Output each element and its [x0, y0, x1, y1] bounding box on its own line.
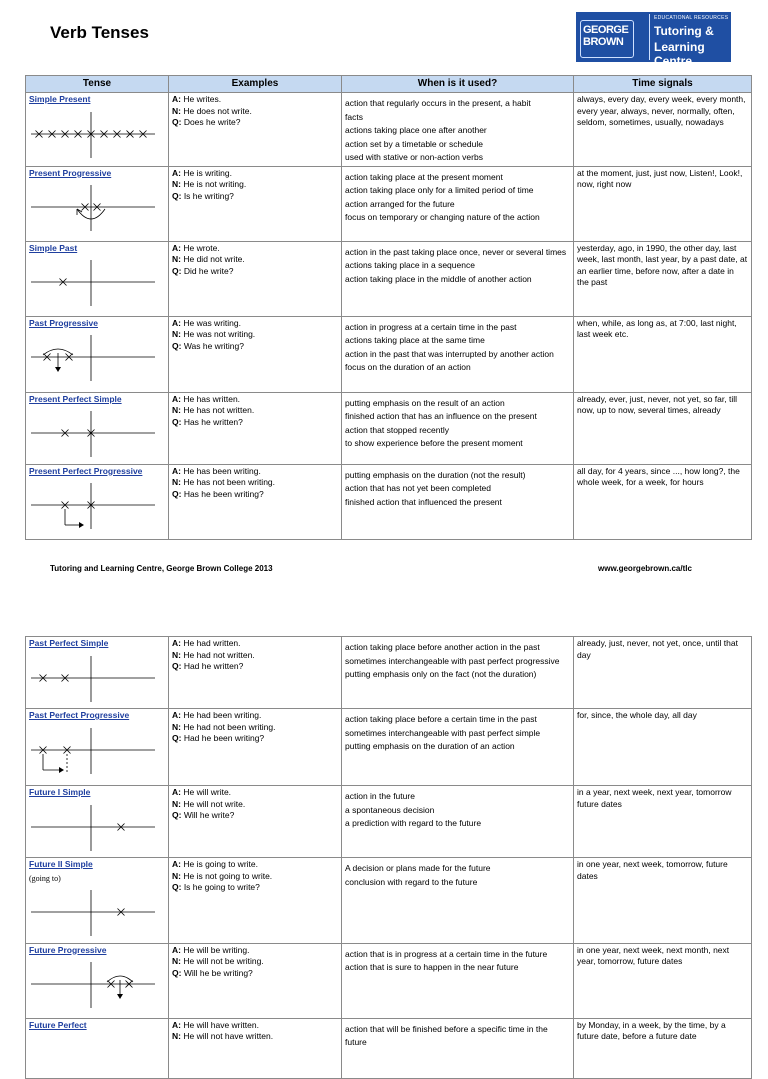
examples-cell — [169, 392, 342, 464]
example-line — [172, 1031, 338, 1043]
example-line — [172, 956, 338, 968]
timeline-icon — [29, 181, 157, 233]
example-prefix: Q: — [172, 733, 182, 743]
example-text: Has he written? — [181, 416, 243, 427]
usage-cell — [342, 166, 574, 241]
usage-item: conclusion with regard to the future — [345, 876, 478, 887]
usage-item: a prediction with regard to the future — [345, 818, 482, 828]
usage-item: action that has not yet been completed — [345, 483, 492, 493]
example-prefix: N: — [172, 1031, 181, 1041]
footer-right: www.georgebrown.ca/tlc — [598, 564, 692, 573]
timeline-icon — [29, 724, 157, 776]
time-signals-cell: for, since, the whole day, all day — [574, 709, 752, 786]
time-signals-cell: yesterday, ago, in 1990, the other day, last week, last month, last year, by a past date, at an earlier time, before now, after a date in the past — [574, 241, 752, 316]
usage-item: focus on the duration of an action — [345, 362, 471, 372]
example-line — [172, 179, 338, 191]
usage-item: action in the past taking place once, never or several times — [345, 246, 567, 257]
example-text: Had he written? — [181, 661, 244, 671]
tense-row-simple-present — [26, 93, 752, 167]
tense-link-future-i-simple[interactable]: Future I Simple — [29, 787, 91, 797]
time-signals-cell: when, while, as long as, at 7:00, last night, last week etc. — [574, 316, 752, 392]
tense-row-past-progressive — [26, 316, 752, 392]
time-signals-cell: in one year, next week, next month, next year, tomorrow, future dates — [574, 943, 752, 1018]
example-text: He will write. — [180, 787, 232, 797]
example-text: Is he writing? — [181, 190, 234, 201]
example-text: Does he write? — [181, 117, 241, 127]
logo-line-brown: BROWN — [583, 36, 624, 48]
time-signals-cell: already, just, never, not yet, once, until that day — [574, 637, 752, 709]
example-line — [172, 266, 338, 278]
usage-cell — [342, 93, 574, 167]
example-line — [172, 329, 338, 341]
example-text: He had written. — [180, 638, 241, 648]
tense-cell — [26, 392, 169, 464]
time-signals-cell: already, ever, just, never, not yet, so far, till now, up to now, several times, already — [574, 392, 752, 464]
usage-item: action taking place only for a limited period of time — [345, 185, 534, 195]
example-prefix: N: — [172, 870, 181, 881]
usage-item: action taking place before a certain time in the past — [345, 714, 537, 724]
examples-cell — [169, 709, 342, 786]
usage-item: sometimes interchangeable with past perfect simple — [345, 727, 541, 738]
example-prefix: Q: — [172, 190, 182, 201]
usage-item: sometimes interchangeable with past perfect progressive — [345, 655, 560, 666]
example-line — [172, 638, 338, 650]
header-time-signals: Time signals — [574, 76, 752, 93]
usage-item: action that will be finished before a specific time in the future — [345, 1023, 548, 1047]
page-title: Verb Tenses — [50, 23, 149, 42]
usage-item: action taking place at the present moment — [345, 171, 503, 182]
tense-row-past-perfect-progressive — [26, 709, 752, 786]
example-text: He does not write. — [180, 105, 252, 116]
example-line — [172, 489, 338, 501]
tense-link-present-progressive[interactable]: Present Progressive — [29, 167, 112, 178]
examples-cell — [169, 786, 342, 858]
tense-row-present-perfect-simple — [26, 392, 752, 464]
example-prefix: N: — [172, 105, 181, 116]
examples-cell — [169, 943, 342, 1018]
example-prefix: N: — [172, 956, 181, 966]
tense-cell — [26, 464, 169, 539]
usage-item: focus on temporary or changing nature of the action — [345, 212, 540, 222]
timeline-icon — [29, 801, 157, 853]
example-text: He will be writing. — [180, 944, 250, 955]
example-prefix: N: — [172, 721, 181, 732]
example-prefix: Q: — [172, 265, 182, 276]
tense-link-past-progressive[interactable]: Past Progressive — [29, 317, 98, 328]
usage-cell — [342, 1018, 574, 1078]
example-text: He is not writing. — [180, 179, 247, 189]
example-prefix: Q: — [172, 416, 182, 427]
example-text: He has written. — [180, 393, 241, 404]
usage-item: used with stative or non-action verbs — [345, 152, 483, 162]
example-prefix: A: — [172, 638, 181, 648]
usage-item: actions taking place at the same time — [345, 335, 485, 345]
tense-row-future-progressive — [26, 943, 752, 1018]
example-prefix: A: — [172, 317, 181, 328]
example-text: He had not been writing. — [180, 721, 276, 732]
usage-item: finished action that has an influence on the present — [345, 411, 537, 421]
example-line — [172, 710, 338, 722]
example-text: Did he write? — [181, 265, 234, 276]
example-text: He has not been writing. — [180, 477, 276, 487]
usage-cell — [342, 786, 574, 858]
example-line — [172, 859, 338, 871]
examples-cell — [169, 858, 342, 944]
table-header-row — [26, 76, 752, 93]
tense-cell — [26, 93, 169, 167]
usage-item: action in the future — [345, 791, 415, 801]
example-text: He is going to write. — [180, 859, 258, 869]
usage-item: putting emphasis only on the fact (not the duration) — [345, 669, 537, 679]
usage-item: action taking place in the middle of another action — [345, 273, 532, 284]
example-line — [172, 1020, 338, 1032]
examples-cell — [169, 637, 342, 709]
example-prefix: A: — [172, 94, 181, 104]
example-line — [172, 650, 338, 662]
usage-item: action that is sure to happen in the near future — [345, 962, 519, 972]
timeline-icon — [29, 407, 157, 459]
usage-item: action that regularly occurs in the present, a habit — [345, 98, 531, 108]
tense-row-future-i-simple — [26, 786, 752, 858]
logo-name-line1: Tutoring & — [654, 24, 714, 38]
timeline-icon — [29, 958, 157, 1010]
tense-link-present-perfect-simple[interactable]: Present Perfect Simple — [29, 393, 122, 404]
timeline-icon — [29, 479, 157, 531]
example-prefix: N: — [172, 649, 181, 660]
example-text: He had been writing. — [180, 710, 262, 720]
example-line — [172, 394, 338, 406]
usage-cell — [342, 464, 574, 539]
usage-cell — [342, 316, 574, 392]
example-text: He has not written. — [180, 405, 255, 415]
example-text: He had not written. — [180, 649, 255, 660]
time-signals-cell: at the moment, just, just now, Listen!, Look!, now, right now — [574, 166, 752, 241]
example-prefix: N: — [172, 798, 181, 809]
example-prefix: N: — [172, 254, 181, 264]
usage-item: action in progress at a certain time in the past — [345, 321, 517, 332]
usage-item: A decision or plans made for the future — [345, 863, 491, 873]
example-line — [172, 810, 338, 822]
usage-cell — [342, 943, 574, 1018]
usage-item: facts — [345, 111, 363, 122]
tense-cell — [26, 166, 169, 241]
example-text: Is he going to write? — [181, 882, 260, 892]
usage-item: actions taking place in a sequence — [345, 260, 475, 270]
time-signals-cell: by Monday, in a week, by the time, by a future date, before a future date — [574, 1018, 752, 1078]
example-text: He is not going to write. — [180, 870, 273, 881]
example-line — [172, 94, 338, 106]
tense-cell — [26, 241, 169, 316]
example-line — [172, 318, 338, 330]
time-signals-cell: in one year, next week, tomorrow, future dates — [574, 858, 752, 944]
tense-link-simple-past[interactable]: Simple Past — [29, 242, 78, 253]
examples-cell — [169, 316, 342, 392]
example-text: Will he be writing? — [181, 967, 253, 978]
example-prefix: A: — [172, 167, 181, 178]
timeline-icon — [29, 886, 157, 938]
examples-cell — [169, 464, 342, 539]
usage-item: action arranged for the future — [345, 198, 455, 209]
footer-left: Tutoring and Learning Centre, George Brown College 2013 — [50, 564, 273, 573]
example-text: He will not be writing. — [180, 956, 264, 966]
tense-row-future-perfect — [26, 1018, 752, 1078]
example-text: He writes. — [180, 94, 222, 104]
example-prefix: Q: — [172, 661, 182, 671]
usage-cell — [342, 637, 574, 709]
example-prefix: Q: — [172, 117, 182, 127]
usage-item: action in the past that was interrupted by another action — [345, 348, 554, 359]
example-prefix: N: — [172, 405, 181, 415]
tense-cell — [26, 709, 169, 786]
example-prefix: Q: — [172, 967, 182, 978]
tense-link-present-perfect-progressive[interactable]: Present Perfect Progressive — [29, 465, 143, 476]
example-line — [172, 733, 338, 745]
example-line — [172, 661, 338, 673]
example-line — [172, 117, 338, 129]
timeline-icon — [29, 331, 157, 383]
usage-cell — [342, 858, 574, 944]
example-prefix: A: — [172, 944, 181, 955]
usage-cell — [342, 709, 574, 786]
example-text: Has he been writing? — [181, 488, 264, 499]
example-text: He will not write. — [180, 798, 246, 809]
example-text: He will not have written. — [180, 1031, 274, 1041]
timeline-icon — [29, 256, 157, 308]
examples-cell — [169, 1018, 342, 1078]
example-line — [172, 722, 338, 734]
tense-subtitle: (going to) — [29, 873, 61, 883]
tense-cell — [26, 943, 169, 1018]
tense-cell — [26, 858, 169, 944]
example-prefix: Q: — [172, 810, 182, 820]
usage-item: action set by a timetable or schedule — [345, 138, 483, 149]
tense-link-future-ii-simple[interactable]: Future II Simple — [29, 859, 93, 869]
usage-item: actions taking place one after another — [345, 125, 487, 135]
time-signals-cell: always, every day, every week, every month, every year, always, never, normally, often, seldom, sometimes, usually, nowadays — [574, 93, 752, 167]
timeline-icon — [29, 108, 157, 160]
verb-tense-table-page2 — [25, 636, 752, 1079]
example-prefix: A: — [172, 242, 181, 253]
example-prefix: A: — [172, 710, 181, 720]
usage-item: finished action that influenced the present — [345, 496, 502, 507]
example-line — [172, 417, 338, 429]
example-line — [172, 341, 338, 353]
usage-cell — [342, 241, 574, 316]
example-line — [172, 466, 338, 478]
example-prefix: Q: — [172, 488, 182, 499]
usage-item: action that is in progress at a certain time in the future — [345, 948, 548, 959]
example-line — [172, 168, 338, 180]
timeline-icon — [29, 652, 157, 704]
example-prefix: A: — [172, 787, 181, 797]
example-prefix: N: — [172, 179, 181, 189]
usage-item: action taking place before another action in the past — [345, 642, 540, 652]
usage-item: putting emphasis on the duration (not the result) — [345, 469, 526, 480]
header-examples: Examples — [169, 76, 342, 93]
example-line — [172, 882, 338, 894]
logo-line-george: GEORGE — [583, 24, 629, 36]
time-signals-cell: in a year, next week, next year, tomorrow future dates — [574, 786, 752, 858]
example-prefix: A: — [172, 1019, 181, 1030]
tlc-logo — [576, 12, 731, 68]
header-tense: Tense — [26, 76, 169, 93]
example-text: He has been writing. — [180, 465, 261, 476]
tense-link-future-perfect[interactable]: Future Perfect — [29, 1019, 87, 1030]
example-line — [172, 787, 338, 799]
example-line — [172, 477, 338, 489]
tense-cell — [26, 1018, 169, 1078]
example-text: He is writing. — [180, 167, 232, 178]
time-signals-cell: all day, for 4 years, since ..., how long?, the whole week, for a week, for hours — [574, 464, 752, 539]
tense-row-future-ii-simple — [26, 858, 752, 944]
tense-row-present-progressive — [26, 166, 752, 241]
example-prefix: Q: — [172, 882, 182, 892]
tense-cell — [26, 637, 169, 709]
example-line — [172, 405, 338, 417]
example-prefix: N: — [172, 329, 181, 339]
example-text: Was he writing? — [181, 340, 244, 351]
examples-cell — [169, 93, 342, 167]
tense-link-future-progressive[interactable]: Future Progressive — [29, 944, 107, 955]
tense-cell — [26, 316, 169, 392]
example-text: He did not write. — [180, 254, 245, 264]
example-text: He wrote. — [180, 242, 220, 253]
example-line — [172, 871, 338, 883]
example-text: He will have written. — [180, 1019, 259, 1030]
example-line — [172, 106, 338, 118]
header-when-used: When is it used? — [342, 76, 574, 93]
example-line — [172, 243, 338, 255]
tense-cell — [26, 786, 169, 858]
tense-row-past-perfect-simple — [26, 637, 752, 709]
tense-link-past-perfect-simple[interactable]: Past Perfect Simple — [29, 638, 109, 648]
example-line — [172, 799, 338, 811]
example-line — [172, 968, 338, 980]
logo-tagline: EDUCATIONAL RESOURCES — [654, 15, 729, 21]
example-prefix: A: — [172, 393, 181, 404]
example-text: Had he been writing? — [181, 733, 265, 743]
examples-cell — [169, 166, 342, 241]
logo-name-line2: Learning Centre — [654, 40, 705, 68]
tense-link-simple-present[interactable]: Simple Present — [29, 94, 91, 104]
example-prefix: Q: — [172, 340, 182, 351]
tense-row-simple-past — [26, 241, 752, 316]
example-prefix: A: — [172, 465, 181, 476]
example-prefix: A: — [172, 859, 181, 869]
usage-cell — [342, 392, 574, 464]
example-line — [172, 254, 338, 266]
tense-link-past-perfect-progressive[interactable]: Past Perfect Progressive — [29, 710, 130, 720]
example-text: Will he write? — [181, 810, 235, 820]
example-line — [172, 945, 338, 957]
examples-cell — [169, 241, 342, 316]
usage-item: a spontaneous decision — [345, 804, 435, 815]
usage-item: putting emphasis on the result of an action — [345, 397, 505, 408]
usage-item: action that stopped recently — [345, 424, 449, 435]
example-line — [172, 191, 338, 203]
example-prefix: N: — [172, 477, 181, 487]
example-text: He was writing. — [180, 317, 241, 328]
verb-tense-table-page1 — [25, 75, 752, 540]
tense-row-present-perfect-progressive — [26, 464, 752, 539]
example-text: He was not writing. — [180, 329, 256, 339]
usage-item: putting emphasis on the duration of an action — [345, 741, 515, 751]
usage-item: to show experience before the present moment — [345, 438, 523, 448]
logo-divider — [649, 14, 650, 60]
